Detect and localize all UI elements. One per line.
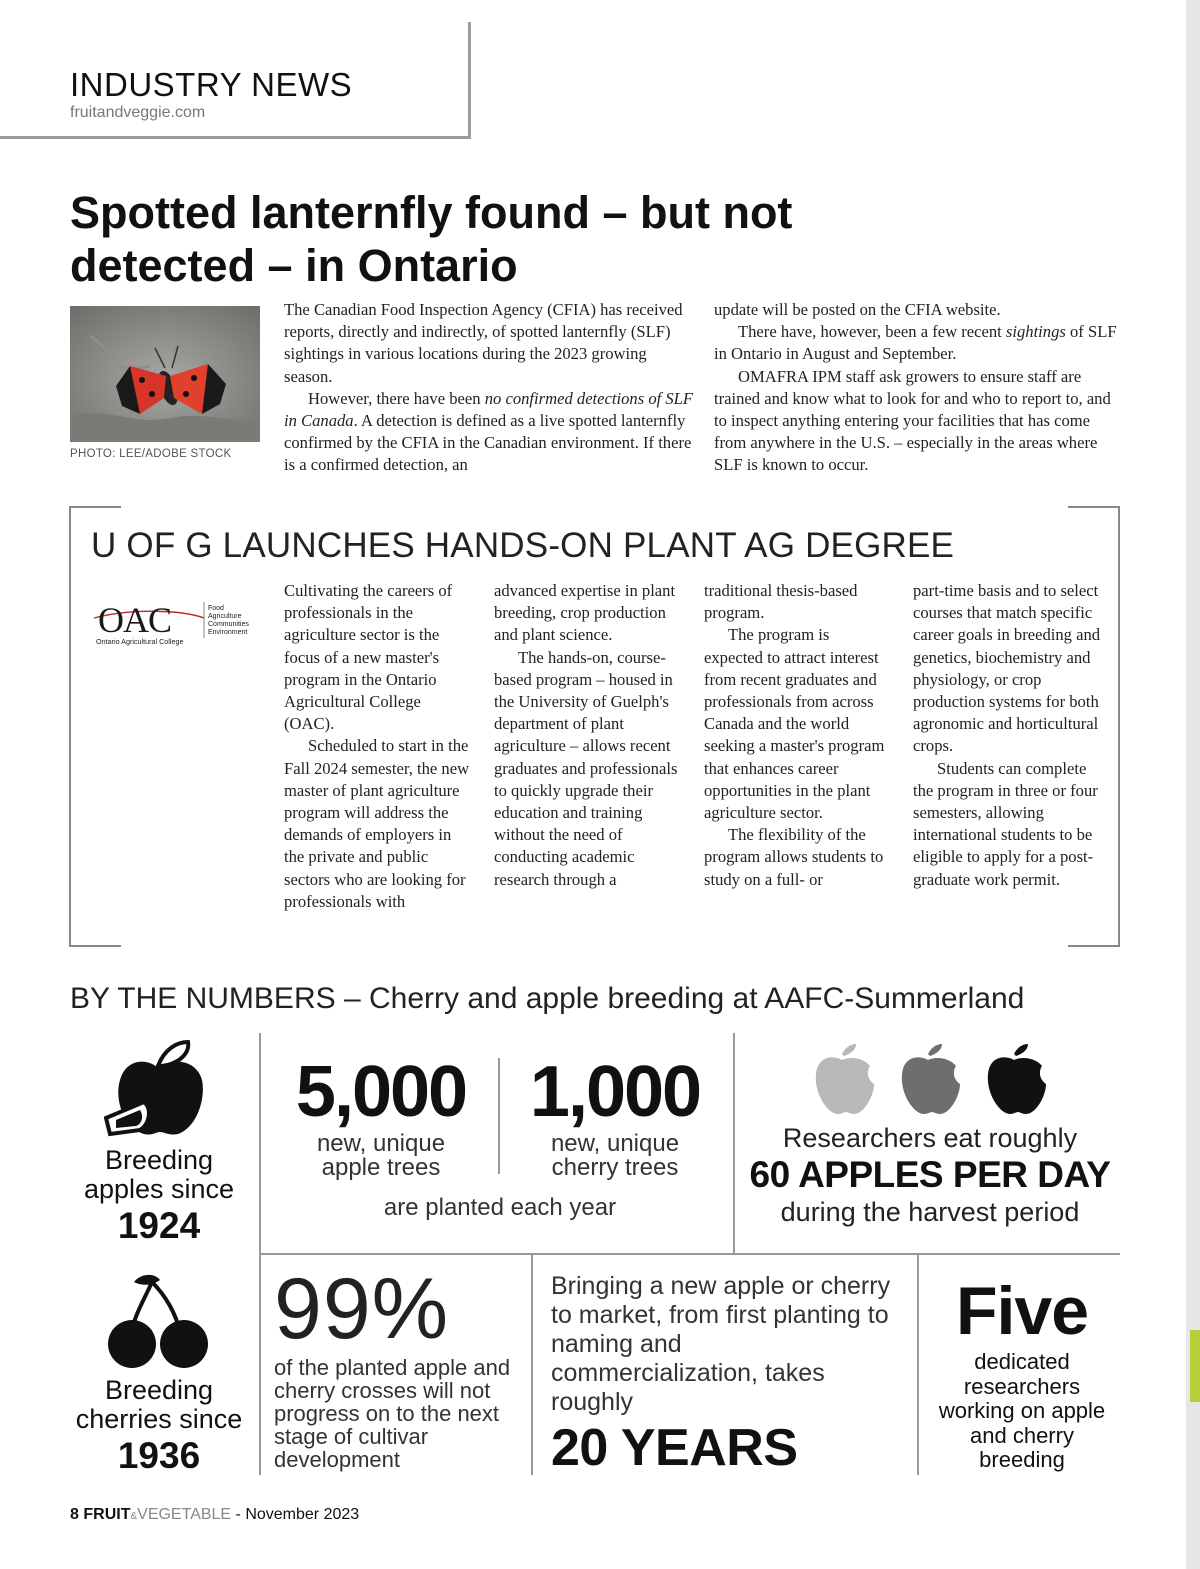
story2-column-4: [913, 580, 1101, 891]
paragraph: advanced expertise in plant breeding, crop production and plant science.: [494, 581, 676, 645]
story2-column-3: [704, 580, 892, 891]
paragraph: [714, 321, 1126, 365]
text-run: There have, however, been a few recent: [738, 322, 1006, 342]
apple-slice-icon: [104, 1036, 214, 1140]
years-value: 20 YEARS: [551, 1419, 798, 1477]
apple-trees-value: 5,000: [295, 1052, 467, 1132]
story2-headline: U OF G LAUNCHES HANDS-ON PLANT AG DEGREE: [91, 526, 955, 565]
apple-icon-light: [816, 1044, 874, 1114]
issue-date: - November 2023: [231, 1506, 360, 1523]
logo-tagline: Agriculture: [208, 613, 242, 620]
apples-per-day-line: during the harvest period: [780, 1197, 1080, 1227]
emphasis-text: sightings: [1005, 322, 1066, 342]
apples-since-block: [70, 1146, 248, 1248]
oac-logo: [92, 596, 262, 648]
cherry-trees-stat: [510, 1052, 720, 1181]
apples-per-day-stat: [740, 1122, 1120, 1228]
magazine-name: FRUIT: [83, 1506, 131, 1523]
cherry-trees-value: 1,000: [529, 1052, 701, 1132]
grid-divider: [259, 1253, 1120, 1255]
page-edge-accent: [1190, 1330, 1200, 1402]
text-run: of SLF in Ontario in August and September.: [714, 322, 1117, 364]
magazine-ampersand: &: [130, 1511, 138, 1522]
text-run: . A detection is defined as a live spotted lanternfly confirmed by the CFIA in the Canadian environment. If there is a confirmed detection, an: [284, 411, 692, 475]
paragraph: OMAFRA IPM staff ask growers to ensure staff are trained and know what to look for and who to report to, and to inspect anything entering your facilities that has come from anywhere in the U.S. – especially in the areas where SLF is known to occur.: [714, 366, 1111, 475]
apple-icon-mid: [902, 1044, 960, 1114]
paragraph: The program is expected to attract interest from recent graduates and professionals from across Canada and the world seeking a master's program that enhances career opportunities in the plant agriculture sector.: [704, 625, 885, 823]
paragraph: Students can complete the program in three or four semesters, allowing international students to be eligible to apply for a post-graduate work permit.: [913, 758, 1098, 889]
paragraph: update will be posted on the CFIA website.: [714, 300, 1001, 319]
story-headline: Spotted lanternfly found – but not detected – in Ontario: [70, 187, 793, 291]
cherries-since-block: [62, 1376, 256, 1478]
paragraph: Cultivating the careers of professionals in the agriculture sector is the focus of a new master's program in the Ontario Agricultural College (OAC).: [284, 581, 453, 734]
logo-college-name: Ontario Agricultural College: [96, 637, 184, 646]
grid-divider: [498, 1058, 500, 1174]
paragraph: The flexibility of the program allows students to study on a full- or: [704, 825, 884, 889]
page-footer: [70, 1506, 359, 1524]
story1-column-1: [284, 299, 696, 477]
paragraph: [284, 388, 696, 477]
logo-tagline: Communities: [208, 621, 249, 628]
grid-divider: [733, 1033, 735, 1253]
five-caption: dedicated researchers working on apple and cherry breeding: [938, 1349, 1106, 1472]
magazine-name-second: VEGETABLE: [137, 1506, 232, 1523]
section-title: INDUSTRY NEWS: [70, 66, 353, 103]
cherry-trees-label: new, unique: [550, 1130, 680, 1157]
cherry-icon: [104, 1270, 214, 1370]
cherries-label-line: Breeding: [104, 1375, 214, 1405]
apple-icon-dark: [988, 1044, 1046, 1114]
apple-trees-label: apple trees: [321, 1154, 441, 1181]
paragraph: The hands-on, course-based program – housed in the University of Guelph's department of plant agriculture – allows recent graduates and professionals to quickly upgrade their education and training without the need of conducting academic research through a: [494, 647, 678, 889]
paragraph: traditional thesis-based program.: [704, 581, 858, 623]
story2-column-1: [284, 580, 472, 913]
paragraph: Scheduled to start in the Fall 2024 semester, the new master of plant agriculture program will address the demands of employers in the private and public sectors who are looking for professionals with: [284, 736, 470, 911]
percent-caption: of the planted apple and cherry crosses will not progress on to the next stage of cultivar development: [274, 1355, 511, 1472]
logo-tagline: Environment: [208, 629, 248, 636]
apple-icons-row: [812, 1040, 1052, 1120]
photo-credit: PHOTO: LEE/ADOBE STOCK: [70, 448, 232, 460]
grid-divider: [917, 1253, 919, 1475]
apple-trees-stat: [276, 1052, 486, 1181]
planted-caption: are planted each year: [383, 1194, 617, 1221]
numbers-section-title: BY THE NUMBERS – Cherry and apple breeding at AAFC-Summerland: [70, 982, 1025, 1015]
apples-label-line: apples since: [83, 1174, 235, 1204]
text-run: However, there have been: [308, 388, 485, 408]
page-number: 8: [70, 1506, 79, 1523]
cherries-label-line: cherries since: [75, 1404, 243, 1434]
paragraph: The Canadian Food Inspection Agency (CFIA) has received reports, directly and indirectly, of spotted lanternfly (SLF) sightings in various locations during the 2023 growing season.: [284, 300, 683, 386]
apples-label-line: Breeding: [104, 1145, 214, 1175]
emphasis-text: no confirmed detections of SLF in Canada: [284, 388, 694, 431]
site-url[interactable]: fruitandveggie.com: [70, 104, 206, 121]
apples-per-day-highlight: 60 APPLES PER DAY: [749, 1154, 1111, 1195]
lanternfly-photo: [70, 306, 260, 442]
apples-year: 1924: [117, 1205, 201, 1246]
cherry-trees-label: cherry trees: [551, 1154, 679, 1181]
percent-value: 99%: [274, 1261, 450, 1357]
apple-trees-label: new, unique: [316, 1130, 446, 1157]
story2-column-2: [494, 580, 682, 891]
apples-per-day-line: Researchers eat roughly: [782, 1123, 1078, 1153]
five-value: Five: [955, 1273, 1089, 1349]
logo-tagline: Food: [208, 605, 224, 612]
oac-logo-mark: OAC: [98, 600, 172, 640]
paragraph: part-time basis and to select courses that match specific career goals in breeding and genetics, biochemistry and physiology, or crop production systems for both agronomic and horticultural crops.: [913, 581, 1101, 756]
years-caption: Bringing a new apple or cherry to market, from first planting to naming and commercialization, takes roughly: [551, 1272, 891, 1416]
story1-column-2: [714, 299, 1126, 477]
cherries-year: 1936: [117, 1435, 201, 1476]
grid-divider: [531, 1253, 533, 1475]
